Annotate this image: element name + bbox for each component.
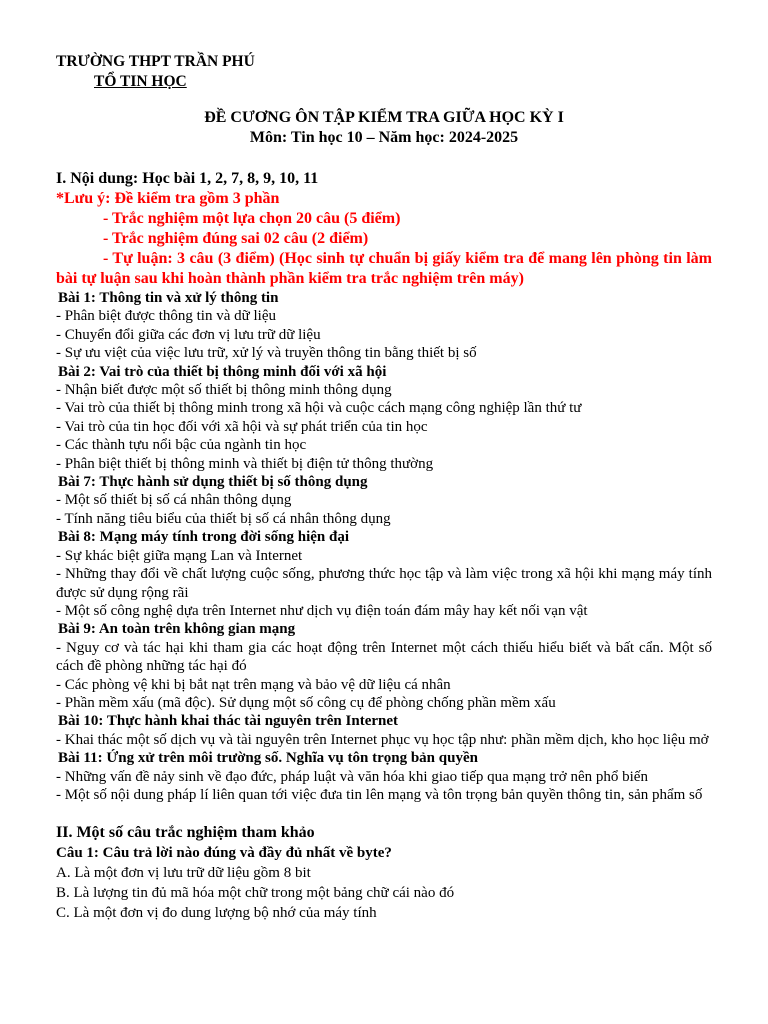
lesson-item: - Những thay đổi về chất lượng cuộc sống, phương thức học tập và làm việc trong xã hội khi mạng máy tính được sử dụng rộng rãi [56,566,712,601]
lesson-title: Bài 9: An toàn trên không gian mạng [58,621,296,638]
exam-part-2: - Trắc nghiệm đúng sai 02 câu (2 điểm) [103,230,369,247]
lesson-item: - Phân biệt thiết bị thông minh và thiết bị điện tử thông thường [56,455,434,472]
exam-part-1: - Trắc nghiệm một lựa chọn 20 câu (5 điểm) [103,210,401,227]
lesson-item: - Vai trò của tin học đối với xã hội và sự phát triển của tin học [56,418,428,435]
exam-note: *Lưu ý: Đề kiểm tra gồm 3 phần [56,190,280,207]
department-name: TỔ TIN HỌC [94,73,187,90]
lesson-item: - Một số công nghệ dựa trên Internet như dịch vụ điện toán đám mây hay kết nối vạn vật [56,602,588,619]
lesson-item: - Một số nội dung pháp lí liên quan tới việc đưa tin lên mạng và tôn trọng bản quyền thông tin, sản phẩm số [56,786,703,803]
lesson-item: - Chuyển đổi giữa các đơn vị lưu trữ dữ liệu [56,326,321,343]
document-subtitle: Môn: Tin học 10 – Năm học: 2024-2025 [249,129,519,146]
lesson-item: - Khai thác một số dịch vụ và tài nguyên trên Internet phục vụ học tập như: phần mềm dịch, kho học liệu mở [56,731,709,748]
section-2-heading: II. Một số câu trắc nghiệm tham khảo [56,824,315,842]
lesson-title: Bài 1: Thông tin và xử lý thông tin [58,290,279,306]
answer-option-b: B. Là lượng tin đủ mã hóa một chữ trong một bảng chữ cái nào đó [56,885,455,902]
lesson-title: Bài 7: Thực hành sử dụng thiết bị số thông dụng [58,474,368,491]
lesson-item: - Tính năng tiêu biểu của thiết bị số cá nhân thông dụng [56,510,391,527]
lesson-item: - Sự ưu việt của việc lưu trữ, xử lý và truyền thông tin bằng thiết bị số [56,345,477,362]
lesson-item: - Các phòng vệ khi bị bắt nạt trên mạng và bảo vệ dữ liệu cá nhân [56,676,451,693]
question-text: Câu 1: Câu trả lời nào đúng và đầy đủ nhất về byte? [56,845,392,862]
lesson-item: - Một số thiết bị số cá nhân thông dụng [56,492,292,509]
lesson-title: Bài 2: Vai trò của thiết bị thông minh đối với xã hội [58,363,387,380]
document-title: ĐỀ CƯƠNG ÔN TẬP KIỂM TRA GIỮA HỌC KỲ I [204,109,564,126]
answer-option-a: A. Là một đơn vị lưu trữ dữ liệu gồm 8 bit [56,865,311,882]
lesson-title: Bài 8: Mạng máy tính trong đời sống hiện đại [58,529,349,546]
lesson-item: - Vai trò của thiết bị thông minh trong xã hội và cuộc cách mạng công nghiệp lần thứ tư [56,400,582,417]
lesson-title: Bài 10: Thực hành khai thác tài nguyên trên Internet [58,713,399,730]
document-page [56,52,712,923]
lesson-item: - Phần mềm xấu (mã độc). Sử dụng một số công cụ để phòng chống phần mềm xấu [56,694,556,711]
lesson-item: - Phân biệt được thông tin và dữ liệu [56,308,276,325]
lesson-item: - Nguy cơ và tác hại khi tham gia các hoạt động trên Internet một cách thiếu hiểu biết và bất cẩn. Một số cách đề phòng những tác hại đó [56,639,712,675]
lesson-item: - Những vấn đề nảy sinh về đạo đức, pháp luật và văn hóa khi giao tiếp qua mạng trở nên phổ biến [56,768,648,785]
lesson-title: Bài 11: Ứng xử trên môi trường số. Nghĩa vụ tôn trọng bản quyền [58,750,478,767]
lesson-item: - Các thành tựu nổi bậc của ngành tin học [56,437,307,454]
section-1-heading: I. Nội dung: Học bài 1, 2, 7, 8, 9, 10, 11 [56,170,319,187]
lesson-item: - Nhận biết được một số thiết bị thông minh thông dụng [56,382,392,399]
lesson-item: - Sự khác biệt giữa mạng Lan và Internet [56,547,303,564]
school-name: TRƯỜNG THPT TRẦN PHÚ [56,53,255,70]
exam-part-3: - Tự luận: 3 câu (3 điểm) (Học sinh tự chuẩn bị giấy kiểm tra để mang lên phòng tin làm bài tự luận sau khi hoàn thành phần kiểm tra trắc nghiệm trên máy) [56,250,712,287]
answer-option-c: C. Là một đơn vị đo dung lượng bộ nhớ của máy tính [56,905,377,922]
